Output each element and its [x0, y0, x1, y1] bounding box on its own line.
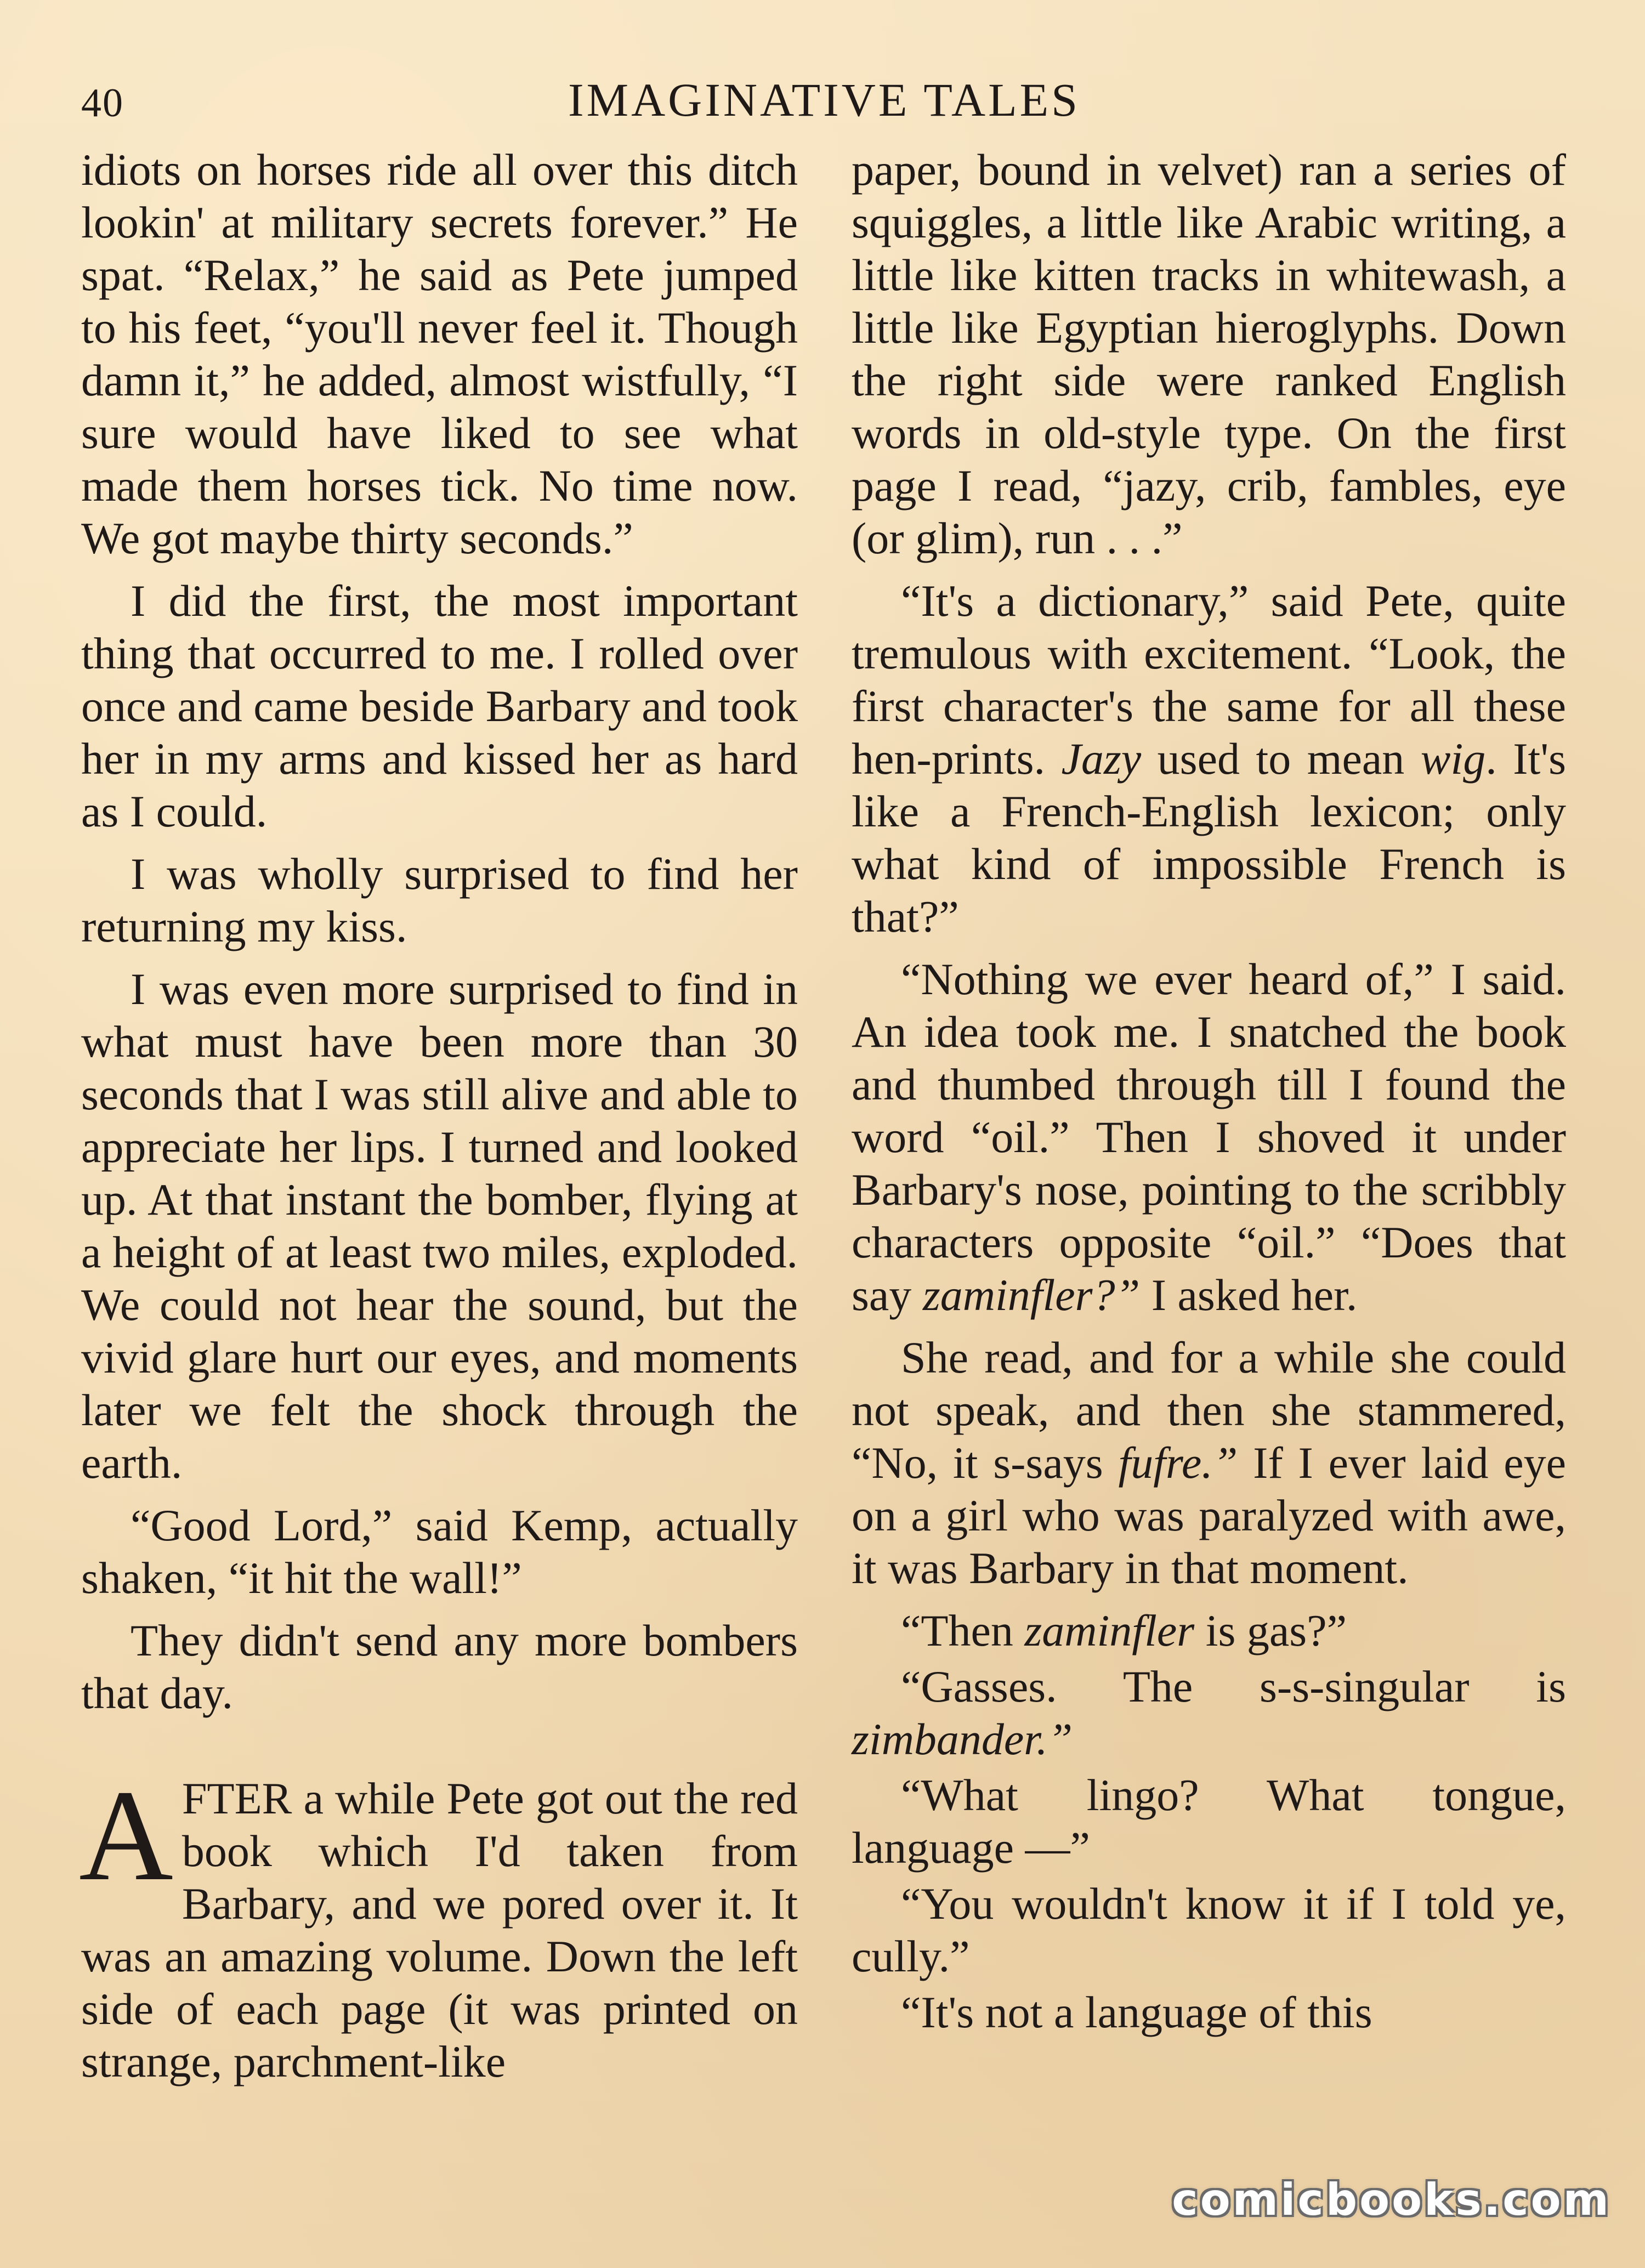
paragraph: I was even more surprised to find in what must have been more than 30 seconds that I was still alive and able to appreciate her lips. I turned and looked up. At that instant the bomber, flying at a height of at least two miles, exploded. We could not hear the sound, but the vivid glare hurt our eyes, and moments later we felt the shock through the earth. [81, 964, 798, 1488]
paragraph-text: I asked her. [1151, 1270, 1358, 1320]
paragraph: I was wholly surprised to find her returning my kiss. [81, 849, 798, 951]
paragraph: “Good Lord,” said Kemp, actually shaken, “it hit the wall!” [81, 1500, 798, 1603]
page-number: 40 [81, 81, 124, 126]
paragraph-text: used to mean [1157, 734, 1405, 784]
running-head: IMAGINATIVE TALES [568, 73, 1081, 126]
italic-word: zaminfler [1024, 1606, 1195, 1655]
paragraph-text: is gas?” [1205, 1606, 1347, 1655]
paragraph-text: She read, and for a while she could not speak, and then she stammered, “No, it s-says [852, 1333, 1566, 1488]
paragraph-text: . It's like a French-English lexicon; only what kind of impossible French is that?” [852, 734, 1567, 942]
paragraph-text: If I ever laid eye on a girl who was paralyzed with awe, it was Barbary in that moment. [852, 1438, 1567, 1593]
italic-word: wig [1420, 734, 1486, 784]
paragraph: idiots on horses ride all over this ditch lookin' at military secrets forever.” He spat. “Relax,” he said as Pete jumped to his feet, “you'll never feel it. Though damn it,” he added, almost wistfully, “I sure would have liked to see what made them horses tick. No time now. We got maybe thirty seconds.” [81, 145, 798, 563]
italic-word: fufre.” [1118, 1438, 1238, 1488]
paragraph-text: “Gasses. The s-s-singular is [901, 1662, 1566, 1711]
paragraph-text: “It's a dictionary,” said Pete, quite tremulous with excitement. “Look, the first character's the same for all these hen-prints. [852, 576, 1566, 784]
paragraph: paper, bound in velvet) ran a series of squiggles, a little like Arabic writing, a little like kitten tracks in whitewash, a little like Egyptian hieroglyphs. Down the right side were ranked English words in old-style type. On the first page I read, “jazy, crib, fambles, eye (or glim), run . . .” [852, 145, 1566, 563]
paragraph [852, 953, 1566, 1322]
paragraph [852, 1331, 1566, 1595]
italic-word: Jazy [1061, 734, 1142, 784]
paragraph [852, 1660, 1566, 1766]
watermark: comicbooks.com [1172, 2174, 1611, 2225]
left-column [81, 144, 798, 2098]
paragraph: I did the first, the most important thing that occurred to me. I rolled over once and came beside Barbary and took her in my arms and kissed her as hard as I could. [81, 576, 798, 836]
paragraph-text: “Then [901, 1606, 1013, 1655]
paragraph [852, 575, 1566, 943]
paragraph-text: “Nothing we ever heard of,” I said. An idea took me. I snatched the book and thumbed through till I found the word “oil.” Then I shoved it under Barbary's nose, pointing to the scribbly characters opposite “oil.” “Does that say [852, 954, 1566, 1320]
drop-cap: A [79, 1764, 173, 1908]
right-column [852, 144, 1566, 2042]
paragraph: “What lingo? What tongue, language —” [852, 1770, 1566, 1873]
paragraph-text: FTER a while Pete got out the red book which I'd taken from Barbary, and we pored over it. It was an amazing volume. Down the left side of each page (it was printed on strange, parchment-like [81, 1773, 798, 2086]
page-header [81, 65, 1567, 125]
italic-word: zaminfler?” [922, 1270, 1141, 1320]
paragraph: “It's not a language of this [901, 1987, 1372, 2037]
section-start-paragraph [79, 1764, 798, 2088]
paragraph: “You wouldn't know it if I told ye, cully.” [852, 1879, 1566, 1981]
paragraph [852, 1604, 1566, 1657]
paragraph: They didn't send any more bombers that day. [81, 1615, 798, 1718]
italic-word: zimbander.” [852, 1714, 1073, 1764]
